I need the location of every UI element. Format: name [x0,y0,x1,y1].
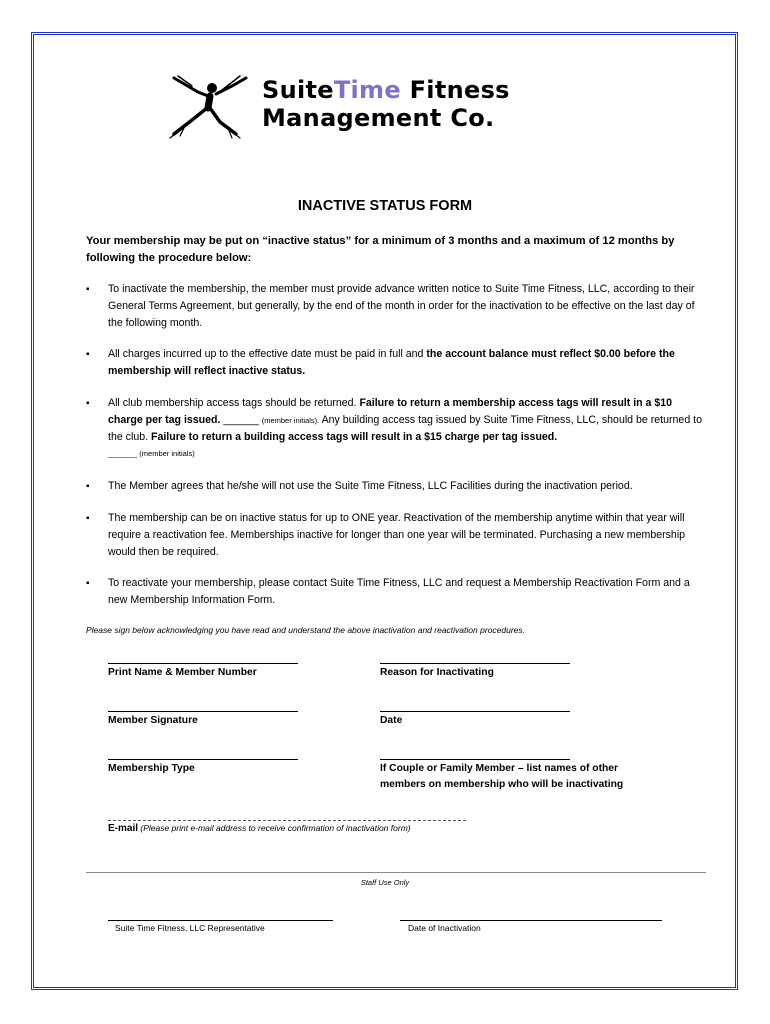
member-signature-label: Member Signature [108,715,198,726]
list-item [86,478,706,495]
family-members-line[interactable] [380,759,570,760]
inactivation-date-label: Date of Inactivation [408,923,481,933]
initials-row [108,447,706,461]
form-intro: Your membership may be put on “inactive status” for a minimum of 3 months and a maximum of 12 months by following the procedure below: [86,235,675,264]
item-text [108,346,706,380]
member-signature-line[interactable] [108,711,298,712]
item-text-bold: the account balance must reflect $0.00 before the membership will reflect inactive status. [108,348,675,377]
date-line[interactable] [380,711,570,712]
list-item [86,510,706,561]
bullet-icon: ▪ [86,578,90,589]
item-text: To inactivate the membership, the member must provide advance written notice to Suite Time Fitness, LLC, according to their General Terms Agreement, but generally, by the end of the month in order for the inactivation to be effective on the last day of the following month. [108,283,695,329]
family-label-line2: members on membership who will be inactivating [380,779,624,790]
email-label [108,823,411,834]
item-text: The Member agrees that he/she will not use the Suite Time Fitness, LLC Facilities during the inactivation period. [108,480,633,492]
sign-note: Please sign below acknowledging you have read and understand the above inactivation and reactivation procedures. [86,625,525,635]
family-label-line1: If Couple or Family Member – list names of other [380,763,619,774]
bullet-icon: ▪ [86,398,90,409]
staff-use-label: Staff Use Only [360,878,410,887]
list-item [86,346,706,380]
list-item [86,575,706,609]
email-hint: (Please print e-mail address to receive confirmation of inactivation form) [138,823,411,833]
inactivation-date-line[interactable] [400,920,662,921]
membership-type-label: Membership Type [108,763,195,774]
print-name-label: Print Name & Member Number [108,667,257,678]
bullet-icon: ▪ [86,481,90,492]
item-text: The membership can be on inactive status for up to ONE year. Reactivation of the membership anytime within that year will require a reactivation fee. Memberships inactive for longer than one year will be terminated. Purchasing a new membership would then be required. [108,512,686,558]
email-line[interactable] [108,820,466,821]
initials-blank[interactable]: ______ [220,414,262,426]
print-name-line[interactable] [108,663,298,664]
date-label: Date [380,715,403,726]
logo-text-line1 [262,76,510,104]
reason-line[interactable] [380,663,570,664]
staff-divider [86,872,706,873]
figure-logo-icon [162,72,258,142]
initials-hint: (member initials). [261,416,320,425]
initials-blank[interactable]: _______ [108,449,140,458]
item-text-part: All charges incurred up to the effective date must be paid in full and [108,348,427,360]
email-label-text: E-mail [108,823,139,834]
item-text-bold: Failure to return a building access tags will result in a $15 charge per tag issued. [151,431,558,443]
reason-label: Reason for Inactivating [380,667,494,678]
bullet-icon: ▪ [86,349,90,360]
logo-word-time: Time [333,76,401,104]
list-item [86,395,706,461]
logo-word-suite: Suite [262,76,334,104]
bullet-icon: ▪ [86,513,90,524]
representative-label: Suite Time Fitness, LLC Representative [115,923,265,933]
item-text [108,395,706,446]
bullet-icon: ▪ [86,284,90,295]
item-text-part: All club membership access tags should be returned. [108,397,360,409]
form-title: INACTIVE STATUS FORM [297,198,473,214]
initials-hint: (member initials) [139,449,195,458]
item-text-bold: Failure to return a membership access tags will result in a $10 charge per tag issued. [108,397,673,426]
logo-text-line2: Management Co. [262,104,495,132]
membership-type-line[interactable] [108,759,298,760]
list-item [86,281,706,332]
item-text-part: Any building access tag issued by Suite Time Fitness, LLC, should be returned to the club. [108,414,702,443]
item-text: To reactivate your membership, please contact Suite Time Fitness, LLC and request a Membership Reactivation Form and a new Membership Information Form. [108,577,690,606]
company-logo [162,72,622,142]
representative-line[interactable] [108,920,333,921]
family-members-label [380,761,623,793]
logo-word-fitness: Fitness [400,76,510,104]
